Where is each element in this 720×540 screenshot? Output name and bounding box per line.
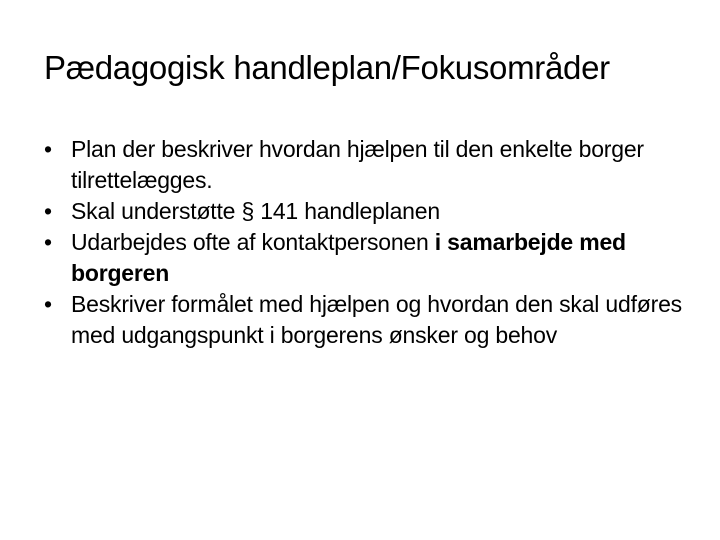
slide-title: Pædagogisk handleplan/Fokusområder xyxy=(44,49,610,86)
bullet-item xyxy=(44,196,684,227)
bullet-text: Beskriver formålet med hjælpen og hvordan den skal udføres med udgangspunkt i borgerens ønsker og behov xyxy=(71,291,682,348)
bullet-bold-text: i samarbejde med borgeren xyxy=(71,229,626,286)
bullet-text: Plan der beskriver hvordan hjælpen til den enkelte borger tilrettelægges. xyxy=(71,136,644,193)
bullet-item xyxy=(44,227,684,289)
bullet-list xyxy=(44,134,684,351)
bullet-text: Skal understøtte § 141 handleplanen xyxy=(71,198,440,224)
bullet-icon: • xyxy=(44,291,52,317)
bullet-item xyxy=(44,289,684,351)
bullet-icon: • xyxy=(44,136,52,162)
bullet-item xyxy=(44,134,684,196)
bullet-icon: • xyxy=(44,229,52,255)
bullet-icon: • xyxy=(44,198,52,224)
bullet-text: Udarbejdes ofte af kontaktpersonen xyxy=(71,229,435,255)
